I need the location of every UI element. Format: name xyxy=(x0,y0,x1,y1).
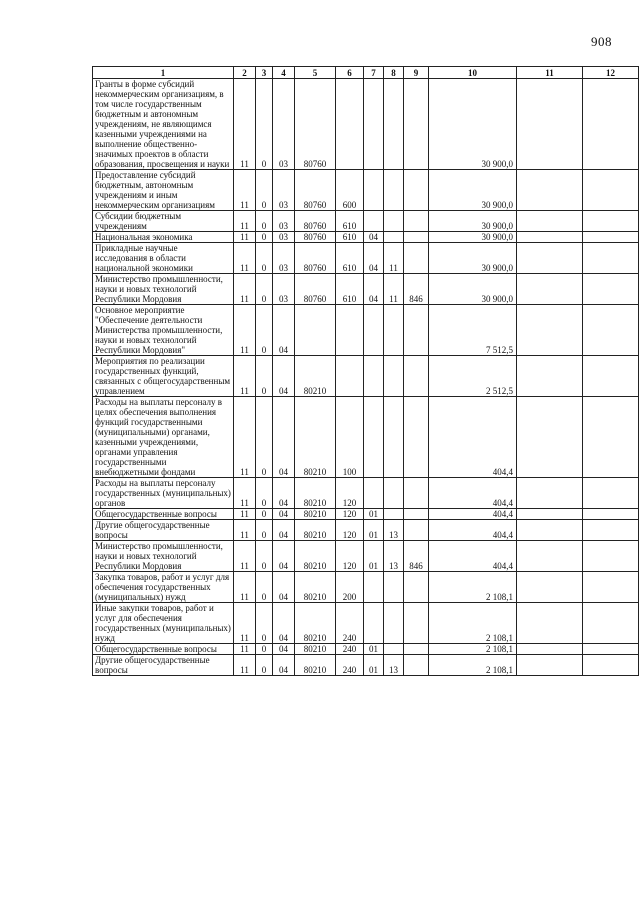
code-cell: 11 xyxy=(234,655,256,676)
code-cell: 0 xyxy=(256,509,273,520)
code-cell: 11 xyxy=(234,305,256,356)
code-cell xyxy=(517,79,583,170)
code-cell: 80760 xyxy=(295,79,336,170)
table-row xyxy=(93,232,639,243)
code-cell: 01 xyxy=(364,541,384,572)
code-cell: 04 xyxy=(364,274,384,305)
amount-cell: 404,4 xyxy=(429,478,517,509)
row-label: Гранты в форме субсидий некоммерческим организациям, в том числе государственным бюджетным и автономным учреждениям, не являющимся казенными учреждениями на выполнение общественно-значимых проектов в области образования, просвещения и науки xyxy=(93,79,234,170)
code-cell xyxy=(404,644,429,655)
row-label: Субсидии бюджетным учреждениям xyxy=(93,211,234,232)
code-cell: 11 xyxy=(234,79,256,170)
code-cell xyxy=(404,211,429,232)
code-cell: 11 xyxy=(234,232,256,243)
code-cell: 03 xyxy=(273,211,295,232)
code-cell xyxy=(583,243,639,274)
code-cell xyxy=(517,356,583,397)
code-cell xyxy=(384,232,404,243)
column-header: 3 xyxy=(256,67,273,79)
code-cell xyxy=(404,232,429,243)
code-cell: 11 xyxy=(234,509,256,520)
row-label: Министерство промышленности, науки и новых технологий Республики Мордовия xyxy=(93,541,234,572)
code-cell xyxy=(404,397,429,478)
code-cell xyxy=(517,397,583,478)
amount-cell: 30 900,0 xyxy=(429,170,517,211)
code-cell: 0 xyxy=(256,572,273,603)
code-cell: 80210 xyxy=(295,603,336,644)
column-header: 10 xyxy=(429,67,517,79)
table-row xyxy=(93,305,639,356)
code-cell xyxy=(364,603,384,644)
code-cell xyxy=(364,79,384,170)
column-header: 2 xyxy=(234,67,256,79)
column-header: 9 xyxy=(404,67,429,79)
table-row xyxy=(93,211,639,232)
code-cell xyxy=(583,305,639,356)
code-cell xyxy=(583,509,639,520)
row-label: Министерство промышленности, науки и новых технологий Республики Мордовия xyxy=(93,274,234,305)
column-header: 8 xyxy=(384,67,404,79)
code-cell xyxy=(364,305,384,356)
table-row xyxy=(93,509,639,520)
code-cell xyxy=(517,243,583,274)
code-cell: 80210 xyxy=(295,397,336,478)
code-cell: 11 xyxy=(234,520,256,541)
code-cell: 01 xyxy=(364,520,384,541)
row-label: Закупка товаров, работ и услуг для обеспечения государственных (муниципальных) нужд xyxy=(93,572,234,603)
code-cell: 11 xyxy=(234,170,256,211)
row-label: Общегосударственные вопросы xyxy=(93,509,234,520)
code-cell: 120 xyxy=(336,520,364,541)
code-cell xyxy=(364,356,384,397)
table-row xyxy=(93,655,639,676)
code-cell: 120 xyxy=(336,478,364,509)
column-header: 4 xyxy=(273,67,295,79)
amount-cell: 404,4 xyxy=(429,541,517,572)
amount-cell: 30 900,0 xyxy=(429,211,517,232)
code-cell xyxy=(583,520,639,541)
table-row xyxy=(93,478,639,509)
code-cell: 01 xyxy=(364,644,384,655)
budget-table xyxy=(92,66,639,676)
row-label: Прикладные научные исследования в области национальной экономики xyxy=(93,243,234,274)
code-cell: 80210 xyxy=(295,356,336,397)
code-cell xyxy=(364,170,384,211)
column-header: 7 xyxy=(364,67,384,79)
code-cell xyxy=(517,232,583,243)
code-cell: 01 xyxy=(364,655,384,676)
code-cell xyxy=(384,397,404,478)
code-cell xyxy=(583,478,639,509)
code-cell xyxy=(404,520,429,541)
row-label: Основное мероприятие "Обеспечение деятельности Министерства промышленности, науки и новых технологий Республики Мордовия" xyxy=(93,305,234,356)
code-cell: 100 xyxy=(336,397,364,478)
code-cell: 80760 xyxy=(295,274,336,305)
code-cell: 03 xyxy=(273,243,295,274)
code-cell xyxy=(404,356,429,397)
code-cell xyxy=(404,509,429,520)
amount-cell: 7 512,5 xyxy=(429,305,517,356)
code-cell: 11 xyxy=(234,603,256,644)
column-header: 12 xyxy=(583,67,639,79)
code-cell xyxy=(583,541,639,572)
code-cell xyxy=(384,478,404,509)
table-row xyxy=(93,520,639,541)
code-cell xyxy=(517,305,583,356)
row-label: Другие общегосударственные вопросы xyxy=(93,520,234,541)
code-cell: 11 xyxy=(384,274,404,305)
code-cell: 04 xyxy=(273,541,295,572)
code-cell xyxy=(517,509,583,520)
code-cell xyxy=(583,79,639,170)
code-cell xyxy=(583,274,639,305)
row-label: Национальная экономика xyxy=(93,232,234,243)
code-cell xyxy=(384,170,404,211)
code-cell xyxy=(583,603,639,644)
code-cell xyxy=(336,356,364,397)
code-cell: 80760 xyxy=(295,243,336,274)
table-row xyxy=(93,170,639,211)
amount-cell: 404,4 xyxy=(429,397,517,478)
code-cell: 11 xyxy=(234,478,256,509)
code-cell xyxy=(583,572,639,603)
code-cell: 0 xyxy=(256,356,273,397)
code-cell: 120 xyxy=(336,509,364,520)
row-label: Мероприятия по реализации государственных функций, связанных с общегосударственным управлением xyxy=(93,356,234,397)
code-cell: 0 xyxy=(256,541,273,572)
code-cell: 610 xyxy=(336,243,364,274)
code-cell: 0 xyxy=(256,232,273,243)
code-cell: 240 xyxy=(336,603,364,644)
code-cell: 03 xyxy=(273,79,295,170)
code-cell: 11 xyxy=(234,243,256,274)
code-cell xyxy=(404,478,429,509)
code-cell: 01 xyxy=(364,509,384,520)
amount-cell: 2 108,1 xyxy=(429,572,517,603)
amount-cell: 30 900,0 xyxy=(429,79,517,170)
code-cell xyxy=(517,644,583,655)
amount-cell: 30 900,0 xyxy=(429,274,517,305)
code-cell: 04 xyxy=(273,509,295,520)
code-cell xyxy=(583,644,639,655)
code-cell: 240 xyxy=(336,644,364,655)
code-cell: 0 xyxy=(256,305,273,356)
code-cell xyxy=(384,79,404,170)
table-row xyxy=(93,397,639,478)
code-cell xyxy=(583,211,639,232)
row-label: Предоставление субсидий бюджетным, автономным учреждениям и иным некоммерческим организациям xyxy=(93,170,234,211)
table-row xyxy=(93,356,639,397)
code-cell: 0 xyxy=(256,520,273,541)
code-cell: 80210 xyxy=(295,478,336,509)
code-cell xyxy=(583,655,639,676)
code-cell xyxy=(517,603,583,644)
table-row xyxy=(93,274,639,305)
code-cell: 0 xyxy=(256,79,273,170)
code-cell xyxy=(517,541,583,572)
code-cell: 04 xyxy=(364,243,384,274)
code-cell xyxy=(517,478,583,509)
code-cell: 0 xyxy=(256,655,273,676)
code-cell xyxy=(517,520,583,541)
code-cell: 240 xyxy=(336,655,364,676)
code-cell: 11 xyxy=(234,397,256,478)
code-cell xyxy=(295,305,336,356)
code-cell xyxy=(384,572,404,603)
code-cell: 11 xyxy=(384,243,404,274)
code-cell: 13 xyxy=(384,541,404,572)
amount-cell: 404,4 xyxy=(429,509,517,520)
code-cell xyxy=(583,356,639,397)
amount-cell: 30 900,0 xyxy=(429,232,517,243)
code-cell xyxy=(364,211,384,232)
code-cell xyxy=(517,211,583,232)
amount-cell: 2 512,5 xyxy=(429,356,517,397)
code-cell xyxy=(404,603,429,644)
code-cell xyxy=(404,655,429,676)
row-label: Другие общегосударственные вопросы xyxy=(93,655,234,676)
row-label: Расходы на выплаты персоналу государственных (муниципальных) органов xyxy=(93,478,234,509)
code-cell: 13 xyxy=(384,520,404,541)
code-cell: 03 xyxy=(273,274,295,305)
code-cell xyxy=(583,232,639,243)
code-cell xyxy=(364,478,384,509)
column-header: 6 xyxy=(336,67,364,79)
code-cell xyxy=(404,170,429,211)
code-cell xyxy=(384,644,404,655)
code-cell: 03 xyxy=(273,170,295,211)
code-cell xyxy=(364,572,384,603)
code-cell: 0 xyxy=(256,478,273,509)
page-number: 908 xyxy=(591,34,612,49)
amount-cell: 404,4 xyxy=(429,520,517,541)
code-cell xyxy=(517,170,583,211)
amount-cell: 30 900,0 xyxy=(429,243,517,274)
code-cell: 846 xyxy=(404,541,429,572)
code-cell: 80760 xyxy=(295,211,336,232)
table-row xyxy=(93,79,639,170)
code-cell: 04 xyxy=(273,655,295,676)
code-cell: 80210 xyxy=(295,655,336,676)
amount-cell: 2 108,1 xyxy=(429,644,517,655)
code-cell: 0 xyxy=(256,211,273,232)
table-row xyxy=(93,603,639,644)
row-label: Иные закупки товаров, работ и услуг для обеспечения государственных (муниципальных) нужд xyxy=(93,603,234,644)
code-cell: 11 xyxy=(234,211,256,232)
row-label: Расходы на выплаты персоналу в целях обеспечения выполнения функций государственными (муниципальными) органами, казенными учреждениями, органами управления государственными внебюджетными фондами xyxy=(93,397,234,478)
code-cell: 0 xyxy=(256,603,273,644)
code-cell xyxy=(384,211,404,232)
header-row xyxy=(93,67,639,79)
code-cell: 80210 xyxy=(295,572,336,603)
code-cell: 04 xyxy=(273,644,295,655)
code-cell xyxy=(517,655,583,676)
code-cell: 0 xyxy=(256,243,273,274)
code-cell: 610 xyxy=(336,274,364,305)
code-cell: 80210 xyxy=(295,644,336,655)
code-cell: 04 xyxy=(273,520,295,541)
code-cell: 13 xyxy=(384,655,404,676)
code-cell xyxy=(336,305,364,356)
code-cell xyxy=(517,572,583,603)
table-row xyxy=(93,644,639,655)
code-cell: 600 xyxy=(336,170,364,211)
code-cell: 80210 xyxy=(295,541,336,572)
amount-cell: 2 108,1 xyxy=(429,603,517,644)
code-cell: 11 xyxy=(234,644,256,655)
column-header: 11 xyxy=(517,67,583,79)
code-cell xyxy=(384,356,404,397)
code-cell xyxy=(404,305,429,356)
code-cell xyxy=(384,603,404,644)
code-cell: 80210 xyxy=(295,520,336,541)
code-cell xyxy=(404,79,429,170)
code-cell xyxy=(364,397,384,478)
code-cell: 11 xyxy=(234,274,256,305)
code-cell: 0 xyxy=(256,397,273,478)
amount-cell: 2 108,1 xyxy=(429,655,517,676)
code-cell: 04 xyxy=(273,397,295,478)
code-cell: 200 xyxy=(336,572,364,603)
code-cell: 04 xyxy=(273,305,295,356)
code-cell xyxy=(404,572,429,603)
code-cell: 04 xyxy=(273,572,295,603)
table-row xyxy=(93,541,639,572)
table-row xyxy=(93,572,639,603)
code-cell: 0 xyxy=(256,170,273,211)
code-cell: 80760 xyxy=(295,170,336,211)
code-cell: 11 xyxy=(234,572,256,603)
code-cell xyxy=(384,509,404,520)
code-cell: 846 xyxy=(404,274,429,305)
code-cell: 04 xyxy=(273,478,295,509)
table-row xyxy=(93,243,639,274)
code-cell: 610 xyxy=(336,211,364,232)
code-cell xyxy=(336,79,364,170)
code-cell xyxy=(517,274,583,305)
code-cell: 03 xyxy=(273,232,295,243)
code-cell xyxy=(583,397,639,478)
code-cell: 04 xyxy=(364,232,384,243)
code-cell: 11 xyxy=(234,541,256,572)
code-cell xyxy=(384,305,404,356)
code-cell: 11 xyxy=(234,356,256,397)
code-cell: 80210 xyxy=(295,509,336,520)
code-cell: 0 xyxy=(256,274,273,305)
column-header: 5 xyxy=(295,67,336,79)
code-cell: 120 xyxy=(336,541,364,572)
code-cell: 0 xyxy=(256,644,273,655)
code-cell: 610 xyxy=(336,232,364,243)
row-label: Общегосударственные вопросы xyxy=(93,644,234,655)
code-cell xyxy=(583,170,639,211)
code-cell: 04 xyxy=(273,603,295,644)
code-cell xyxy=(404,243,429,274)
code-cell: 04 xyxy=(273,356,295,397)
column-header: 1 xyxy=(93,67,234,79)
code-cell: 80760 xyxy=(295,232,336,243)
